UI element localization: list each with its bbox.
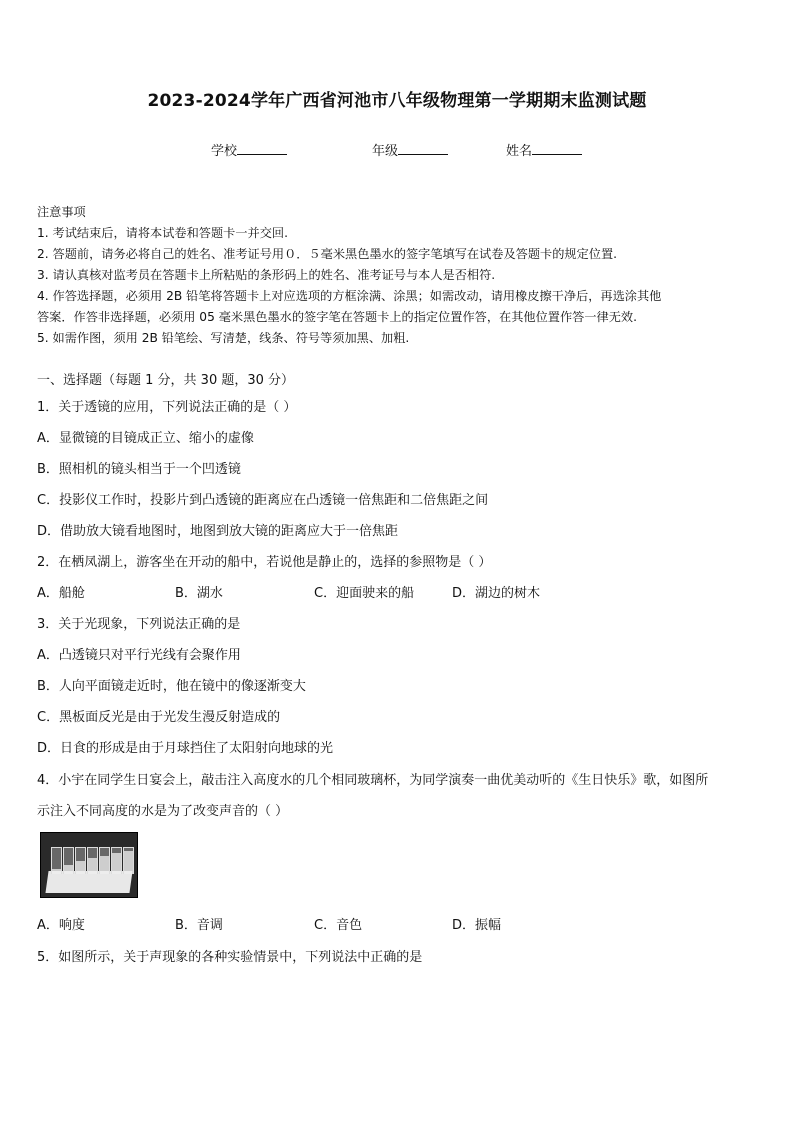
question-4-stem-continued: 示注入不同高度的水是为了改变声音的（ ） bbox=[37, 804, 289, 819]
notice-item: 3. 请认真核对监考员在答题卡上所粘贴的条形码上的姓名、准考证号与本人是否相符. bbox=[37, 268, 496, 282]
notice-item: 5. 如需作图，须用 2B 铅笔绘、写清楚，线条、符号等须加黑、加粗. bbox=[37, 331, 410, 345]
section-heading: 一、选择题（每题 1 分，共 30 题，30 分） bbox=[37, 373, 295, 388]
glasses-photo bbox=[40, 832, 138, 898]
exam-title: 2023-2024学年广西省河池市八年级物理第一学期期末监测试题 bbox=[147, 91, 647, 111]
question-3-stem: 3．关于光现象，下列说法正确的是 bbox=[37, 617, 241, 632]
question-1-option-c[interactable]: C．投影仪工作时，投影片到凸透镜的距离应在凸透镜一倍焦距和二倍焦距之间 bbox=[37, 493, 489, 508]
notice-item: 2. 答题前，请务必将自己的姓名、准考证号用０．５毫米黑色墨水的签字笔填写在试卷及答题卡的规定位置. bbox=[37, 247, 618, 261]
question-2-stem: 2．在栖凤湖上，游客坐在开动的船中，若说他是静止的，选择的参照物是（ ） bbox=[37, 555, 492, 570]
grade-field bbox=[372, 140, 448, 159]
glass-shape bbox=[123, 847, 134, 874]
glass-shape bbox=[111, 847, 122, 874]
notice-heading: 注意事项 bbox=[37, 205, 86, 219]
question-4-option-d[interactable]: D．振幅 bbox=[452, 918, 502, 933]
name-field bbox=[506, 140, 582, 159]
question-4-option-b[interactable]: B．音调 bbox=[175, 918, 223, 933]
glass-shape bbox=[87, 847, 98, 874]
notice-item: 答案．作答非选择题，必须用 05 毫米黑色墨水的签字笔在答题卡上的指定位置作答，在其他位置作答一律无效. bbox=[37, 310, 637, 324]
question-2-option-b[interactable]: B．湖水 bbox=[175, 586, 223, 601]
question-4-stem: 4．小宇在同学生日宴会上，敲击注入高度水的几个相同玻璃杯，为同学演奏一曲优美动听的《生日快乐》歌，如图所 bbox=[37, 773, 709, 788]
question-2-option-a[interactable]: A．船舱 bbox=[37, 586, 85, 601]
question-2-option-d[interactable]: D．湖边的树木 bbox=[452, 586, 541, 601]
question-5-stem: 5．如图所示，关于声现象的各种实验情景中，下列说法中正确的是 bbox=[37, 950, 423, 965]
question-1-stem: 1．关于透镜的应用，下列说法正确的是（ ） bbox=[37, 400, 297, 415]
question-3-option-b[interactable]: B．人向平面镜走近时，他在镜中的像逐渐变大 bbox=[37, 679, 306, 694]
glass-shape bbox=[63, 847, 74, 874]
glass-shape bbox=[51, 847, 62, 874]
question-1-option-a[interactable]: A．显微镜的目镜成正立、缩小的虚像 bbox=[37, 431, 254, 446]
question-4-option-a[interactable]: A．响度 bbox=[37, 918, 85, 933]
name-blank[interactable] bbox=[532, 142, 582, 155]
grade-label: 年级 bbox=[372, 144, 399, 159]
grade-blank[interactable] bbox=[398, 142, 448, 155]
school-field bbox=[211, 140, 287, 159]
notice-item: 4. 作答选择题，必须用 2B 铅笔将答题卡上对应选项的方框涂满、涂黑；如需改动，请用橡皮擦干净后，再选涂其他 bbox=[37, 289, 662, 303]
question-1-option-b[interactable]: B．照相机的镜头相当于一个凹透镜 bbox=[37, 462, 241, 477]
school-label: 学校 bbox=[211, 144, 238, 159]
glass-shape bbox=[99, 847, 110, 874]
question-1-option-d[interactable]: D．借助放大镜看地图时，地图到放大镜的距离应大于一倍焦距 bbox=[37, 524, 399, 539]
photo-table bbox=[45, 871, 132, 893]
question-2-option-c[interactable]: C．迎面驶来的船 bbox=[314, 586, 415, 601]
question-3-option-a[interactable]: A．凸透镜只对平行光线有会聚作用 bbox=[37, 648, 241, 663]
notice-item: 1. 考试结束后，请将本试卷和答题卡一并交回. bbox=[37, 226, 288, 240]
name-label: 姓名 bbox=[506, 144, 533, 159]
glass-shape bbox=[75, 847, 86, 874]
question-3-option-d[interactable]: D．日食的形成是由于月球挡住了太阳射向地球的光 bbox=[37, 741, 334, 756]
question-4-option-c[interactable]: C．音色 bbox=[314, 918, 363, 933]
school-blank[interactable] bbox=[237, 142, 287, 155]
question-3-option-c[interactable]: C．黑板面反光是由于光发生漫反射造成的 bbox=[37, 710, 281, 725]
